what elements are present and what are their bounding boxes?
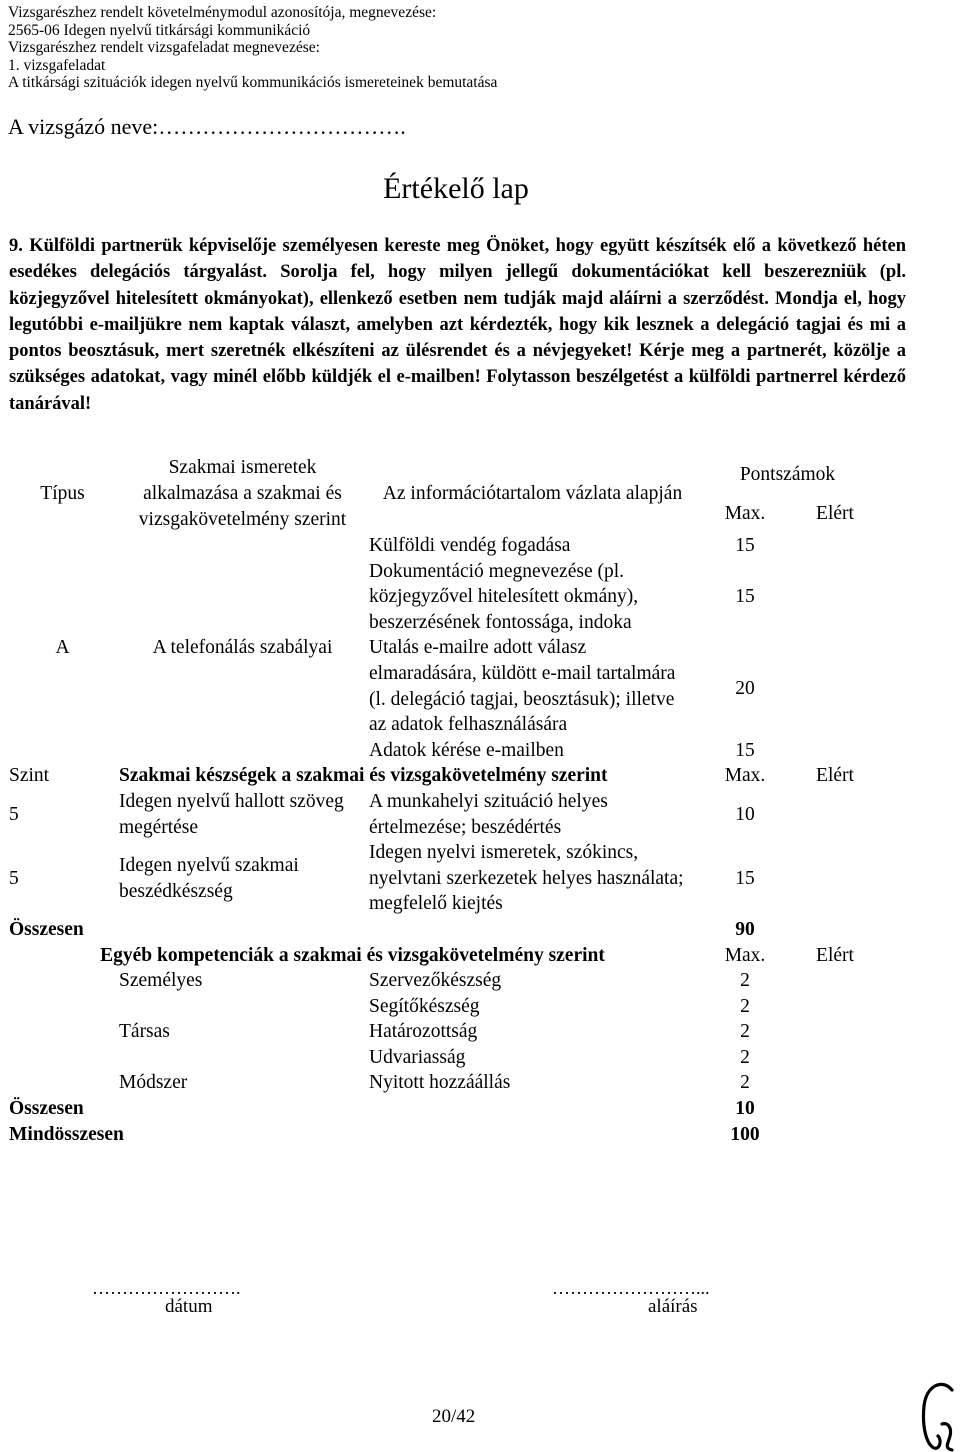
skill-description: A munkahelyi szituáció helyes értelmezése; beszédértés [369,790,608,838]
evaluation-table [8,455,878,1147]
skills-achieved-label: Elért [816,765,854,787]
item-text: Külföldi vendég fogadása [369,535,571,556]
grand-total-value: 100 [730,1123,760,1145]
skill-achieved [793,789,878,840]
skills-heading: Szakmai készségek a szakmai és vizsgakövetelmény szerint [119,765,608,787]
grand-total-label: Mindösszesen [9,1123,124,1145]
competency-group: Személyes [119,970,203,992]
item-text: Dokumentáció megnevezése (pl. közjegyzővel hitelesített okmány), beszerzésének fontossága, indoka [369,560,639,633]
table-row [8,994,878,1020]
subtotal-value: 10 [735,1098,755,1120]
date-label: dátum [165,1296,213,1317]
header-max: Max. [724,502,766,524]
competency-max: 2 [740,970,750,992]
task-label: Vizsgarészhez rendelt vizsgafeladat megnevezése: [8,39,320,56]
skill-name: Idegen nyelvű szakmai beszédkészség [119,854,299,902]
section-a-topic: A telefonálás szabályai [152,637,333,659]
competency-achieved [793,1019,878,1045]
skill-level: 5 [9,803,19,825]
empty-cell [8,1019,118,1045]
item-text: Adatok kérése e-mailben [369,739,564,761]
competency-achieved [793,994,878,1020]
table-row [8,840,878,917]
competency-max: 2 [740,1046,750,1068]
competency-group: Társas [119,1021,170,1043]
skill-description: Idegen nyelvi ismeretek, szókincs, nyelvtani szerkezetek helyes használata; megfelelő kiejtés [369,842,684,915]
handwritten-initial-icon [912,1378,960,1452]
competency-max: 2 [740,1072,750,1094]
competency-max: 2 [740,995,750,1017]
grand-total-achieved [793,1122,878,1148]
candidate-name-line: A vizsgázó neve:……………………………. [8,114,406,139]
subtotal-value: 90 [735,918,755,940]
skill-max: 15 [735,867,755,889]
header-info: Az információtartalom vázlata alapján [382,483,683,504]
table-row [8,533,878,559]
competency-name: Nyitott hozzáállás [369,1072,511,1094]
table-header-row [8,455,878,494]
header-type: Típus [40,483,85,504]
subtotal-achieved [793,917,878,943]
item-max: 15 [735,739,755,761]
page-title: Értékelő lap [383,172,529,205]
competency-name: Szervezőkészség [369,970,502,992]
signature-dotted-line: ……………………... [552,1278,710,1298]
skill-level: 5 [9,867,19,889]
page-header [8,4,497,92]
item-achieved [793,559,878,636]
skills-max-label: Max. [724,765,766,787]
header-points: Pontszámok [739,463,836,485]
competency-name: Segítőkészség [369,995,480,1017]
skill-achieved [793,840,878,917]
competency-name: Határozottság [369,1021,478,1043]
competency-name: Udvariasság [369,1046,466,1068]
task-name: A titkársági szituációk idegen nyelvű kommunikációs ismereteinek bemutatása [8,74,498,91]
competency-group: Módszer [119,1072,188,1094]
grand-total-row [8,1122,878,1148]
item-achieved [793,738,878,764]
competency-achieved [793,1045,878,1071]
subtotal-achieved [793,1096,878,1122]
module-label: Vizsgarészhez rendelt követelménymodul azonosítója, megnevezése: [8,4,437,21]
skills-header-row [8,763,878,789]
subtotal-row [8,1096,878,1122]
header-achieved: Elért [816,502,854,524]
item-max: 20 [735,678,755,700]
item-max: 15 [735,535,755,556]
competency-achieved [793,968,878,994]
section-a-type: A [55,637,70,659]
signature-label: aláírás [648,1296,698,1317]
competencies-achieved-label: Elért [816,944,854,966]
empty-cell [8,1045,118,1071]
subtotal-label: Összesen [9,1098,84,1120]
competencies-heading: Egyéb kompetenciák a szakmai és vizsgakövetelmény szerint [100,944,605,966]
skill-max: 10 [735,803,755,825]
item-text: Utalás e-mailre adott válasz elmaradására, küldött e-mail tartalmára (l. delegáció tagjai, beosztásuk); illetve az adatok felhasználására [369,637,676,736]
competencies-max-label: Max. [724,944,766,966]
table-row [8,968,878,994]
empty-cell [8,968,118,994]
page-number: 20/42 [432,1406,476,1427]
skill-name: Idegen nyelvű hallott szöveg megértése [119,790,344,838]
competency-max: 2 [740,1021,750,1043]
item-max: 15 [735,586,755,608]
item-achieved [793,533,878,559]
task-number: 1. vizsgafeladat [8,56,106,74]
empty-cell [8,1070,118,1096]
table-row [8,1070,878,1096]
header-knowledge: Szakmai ismeretek alkalmazása a szakmai és vizsgakövetelmény szerint [138,457,347,530]
module-name: 2565-06 Idegen nyelvű titkársági kommunikáció [8,21,311,39]
date-dotted-line: ……………………. [92,1278,241,1298]
subtotal-label: Összesen [9,918,84,940]
subtotal-row [8,917,878,943]
task-description: 9. Külföldi partnerük képviselője személyesen kereste meg Önöket, hogy együtt készítsék elő a következő héten esedékes delegációs tárgyalást. Sorolja fel, hogy milyen jellegű dokumentációkat kell beszerezniük (pl. közjegyzővel hitelesített okmányokat), ellenkező esetben nem tudják majd aláírni a szerződést. Mondja el, hogy legutóbbi e-mailjükre nem kaptak választ, amelyben azt kérdezték, hogy kik lesznek a delegáció tagjai és mi a pontos beosztásuk, mert szeretnék elkészíteni az ülésrendet és a névjegyeket! Kérje meg a partnerét, közölje a szükséges adatokat, vagy minél előbb küldjék el e-mailben! Folytasson beszélgetést a külföldi partnerrel kérdező tanárával! [9,236,906,414]
empty-cell [8,994,118,1020]
competency-achieved [793,1070,878,1096]
competencies-header-row [8,943,878,969]
skills-level-label: Szint [9,765,50,787]
table-row [8,789,878,840]
item-achieved [793,635,878,737]
